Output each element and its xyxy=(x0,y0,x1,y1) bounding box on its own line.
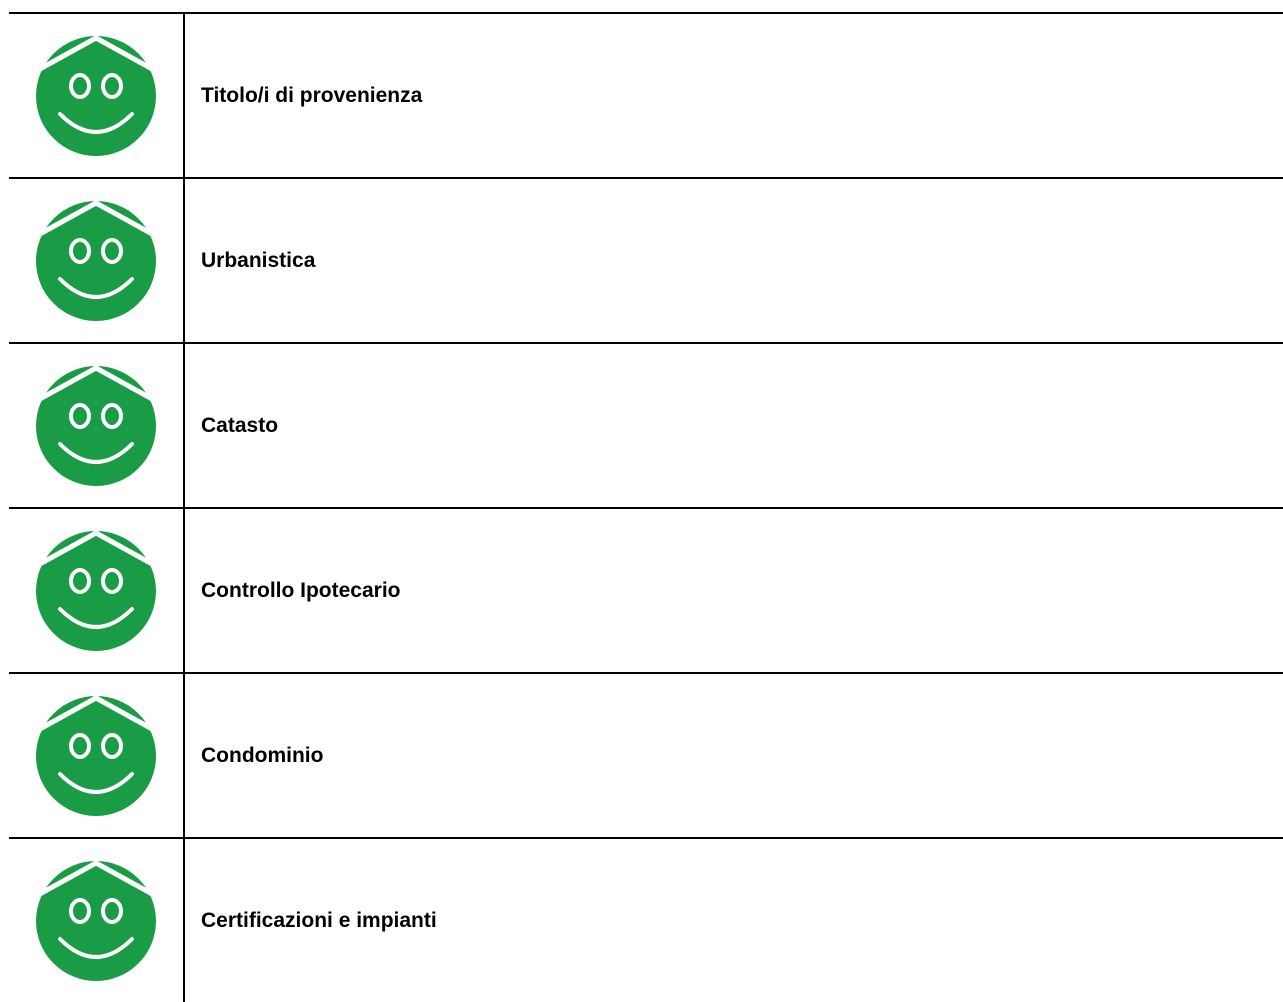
smiley-house-icon xyxy=(34,364,158,488)
icon-cell xyxy=(9,178,184,343)
row-label: Catasto xyxy=(184,343,1283,508)
table-row xyxy=(9,838,1283,1002)
icon-cell xyxy=(9,838,184,1002)
table-row xyxy=(9,13,1283,178)
row-label: Titolo/i di provenienza xyxy=(184,13,1283,178)
row-label: Condominio xyxy=(184,673,1283,838)
smiley-house-icon xyxy=(34,34,158,158)
table-row xyxy=(9,508,1283,673)
row-label: Controllo Ipotecario xyxy=(184,508,1283,673)
icon-cell xyxy=(9,343,184,508)
smiley-house-icon xyxy=(34,694,158,818)
icon-cell xyxy=(9,673,184,838)
table-row xyxy=(9,178,1283,343)
status-table xyxy=(9,12,1283,1002)
table-row xyxy=(9,343,1283,508)
table-row xyxy=(9,673,1283,838)
row-label: Certificazioni e impianti xyxy=(184,838,1283,1002)
row-label: Urbanistica xyxy=(184,178,1283,343)
smiley-house-icon xyxy=(34,529,158,653)
smiley-house-icon xyxy=(34,859,158,983)
icon-cell xyxy=(9,508,184,673)
icon-cell xyxy=(9,13,184,178)
smiley-house-icon xyxy=(34,199,158,323)
